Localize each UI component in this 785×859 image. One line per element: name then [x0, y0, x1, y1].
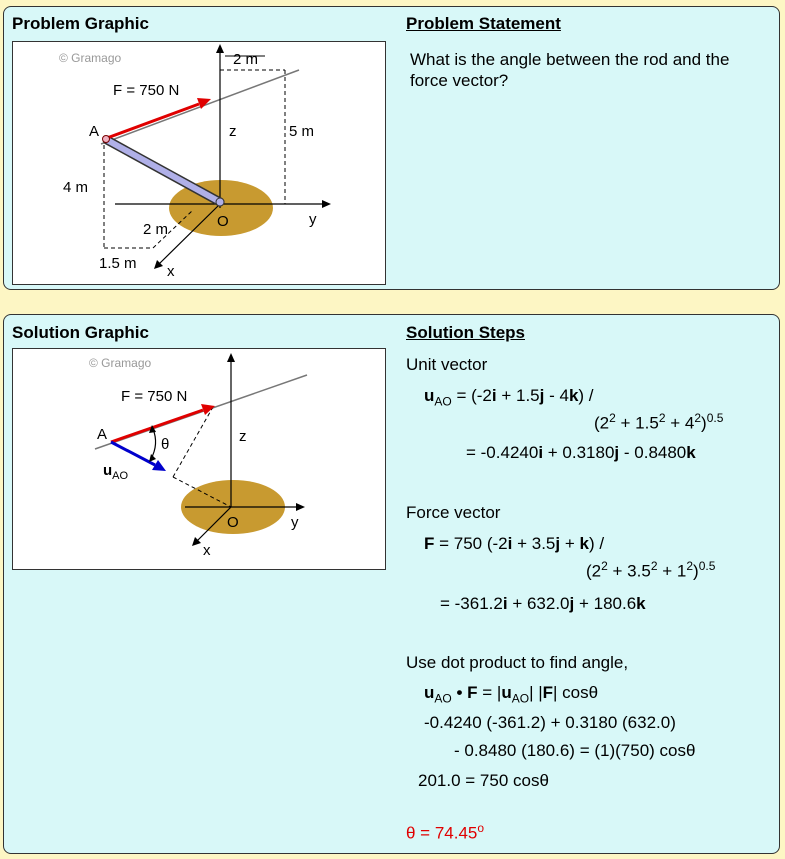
- dim-bottom-outer-label: 1.5 m: [99, 255, 137, 272]
- dim-left-label: 4 m: [63, 179, 89, 196]
- x-axis-label: x: [167, 263, 175, 280]
- dot-eq: $u_{AO}$ • $F = |u_{AO}|$ |F| cosθ: [424, 683, 599, 706]
- unit-vector-eq: $u_{AO} = (-2i + 1.5j - 4k)$ /: [424, 386, 594, 409]
- x-axis-label: x: [203, 542, 211, 559]
- problem-graphic-title: Problem Graphic: [12, 14, 149, 33]
- origin-label: O: [227, 514, 239, 531]
- z-axis-arrow-icon: [227, 353, 235, 362]
- force-vector-eq: F = 750 (-2i + 3.5j + k) /: [424, 534, 605, 553]
- z-axis-label: z: [239, 428, 247, 445]
- z-axis-label: z: [229, 123, 237, 140]
- copyright: © Gramago: [89, 356, 152, 370]
- dot-line2: -0.4240 (-361.2) + 0.3180 (632.0): [424, 713, 676, 732]
- problem-statement-text: What is the angle between the rod and the force vector?: [410, 50, 730, 90]
- y-axis-label: y: [309, 211, 317, 228]
- force-label: F = 750 N: [113, 82, 180, 99]
- dim-bottom-inner-label: 2 m: [143, 221, 169, 238]
- solution-diagram: [13, 349, 385, 569]
- force-vector-magnitude: $(2^2 + 3.5^2 + 1^2)^{0.5}$: [586, 559, 716, 581]
- y-axis-arrow-icon: [296, 503, 305, 511]
- z-axis-arrow-icon: [216, 44, 224, 53]
- dot-line3: - 0.8480 (180.6) = (1)(750) cosθ: [454, 741, 696, 760]
- dot-heading: Use dot product to find angle,: [406, 653, 629, 672]
- dim-top-label: 2 m: [233, 51, 259, 68]
- force-vector-heading: Force vector: [406, 503, 501, 522]
- force-label: F = 750 N: [121, 388, 188, 405]
- problem-diagram: [13, 42, 385, 284]
- force-arrow-icon: [201, 404, 215, 415]
- origin-joint: [216, 198, 224, 206]
- origin-label: O: [217, 213, 229, 230]
- force-vector: [107, 104, 199, 138]
- dim-right-label: 5 m: [289, 123, 315, 140]
- point-a-marker: [103, 136, 110, 143]
- unit-vector-heading: Unit vector: [406, 355, 488, 374]
- copyright: © Gramago: [59, 51, 122, 65]
- dot-line4: 201.0 = 750 cosθ: [418, 771, 549, 790]
- problem-statement-title: Problem Statement: [406, 14, 561, 33]
- y-axis-arrow-icon: [322, 200, 331, 208]
- solution-graphic-title: Solution Graphic: [12, 323, 149, 342]
- rod: [107, 140, 220, 202]
- unit-vector-magnitude: $(2^2 + 1.5^2 + 4^2)^{0.5}$: [594, 411, 724, 433]
- unit-vector: [111, 442, 155, 465]
- answer: $\theta = 74.45^o$: [406, 821, 485, 843]
- point-a-label: A: [97, 426, 108, 443]
- point-a-label: A: [89, 123, 100, 140]
- theta-arc: [151, 429, 156, 459]
- solution-panel: [3, 314, 780, 854]
- unit-vector-result: = -0.4240i + 0.3180j - 0.8480k: [466, 443, 696, 462]
- force-vector: [111, 410, 203, 442]
- theta-label: θ: [161, 436, 170, 453]
- solution-steps-title: Solution Steps: [406, 323, 525, 342]
- problem-graphic: [12, 41, 386, 285]
- y-axis-label: y: [291, 514, 299, 531]
- problem-panel: [3, 6, 780, 290]
- solution-graphic: [12, 348, 386, 570]
- force-vector-result: = -361.2i + 632.0j + 180.6k: [440, 594, 646, 613]
- unit-label: $u_{AO}$: [103, 462, 129, 482]
